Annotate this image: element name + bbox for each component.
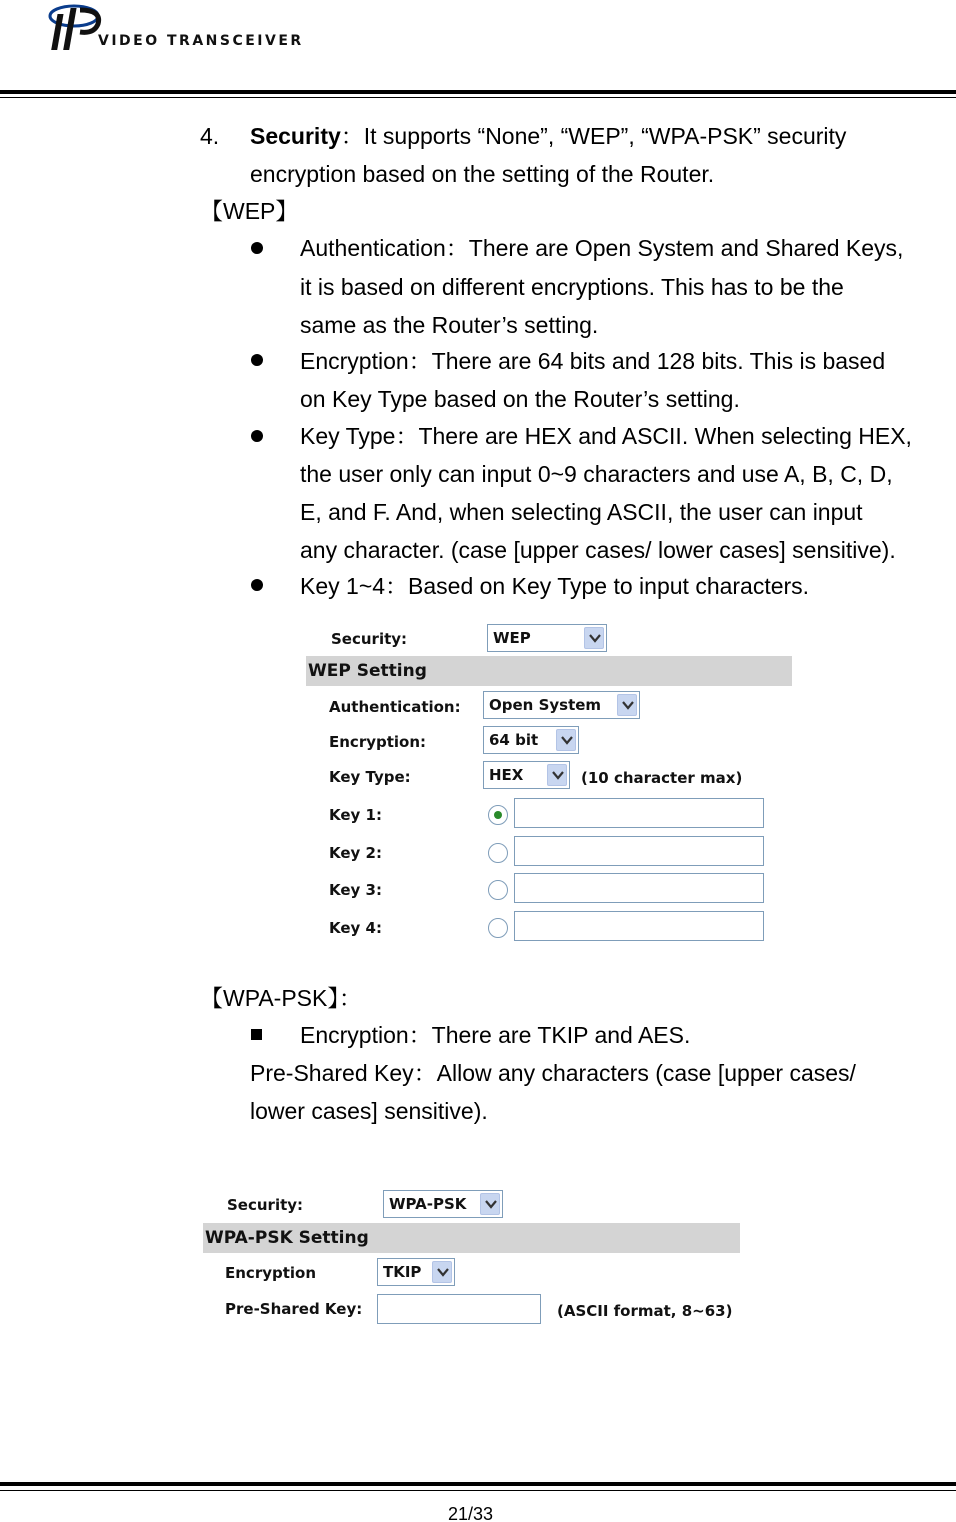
header-rule-thin: [0, 97, 956, 98]
item-title: [250, 122, 846, 150]
key-4-label: Key 4:: [329, 919, 382, 937]
chevron-down-icon[interactable]: [480, 1193, 500, 1215]
pre-shared-key-label: Pre-Shared Key:: [225, 1300, 363, 1318]
bullet-icon: [251, 242, 263, 254]
wpa-security-select[interactable]: [383, 1190, 503, 1218]
wpa-security-label: Security:: [227, 1196, 304, 1214]
item-number: 4.: [200, 123, 220, 149]
wpa-psk-line2: lower cases] sensitive).: [250, 1098, 488, 1124]
authentication-select-value: Open System: [489, 696, 602, 714]
wep-bullet-1-line-3: same as the Router’s setting.: [300, 312, 599, 338]
wep-bullet-1-line-1: Authentication：There are Open System and Shared Keys,: [300, 235, 904, 261]
footer-rule: [0, 1482, 956, 1486]
wep-bullet-4-line-1: Key 1~4：Based on Key Type to input characters.: [300, 573, 810, 599]
security-select[interactable]: [487, 624, 607, 652]
key-2-input[interactable]: [514, 836, 764, 866]
encryption-select[interactable]: [483, 726, 579, 754]
item-line1: It supports “None”, “WEP”, “WPA-PSK” security: [363, 123, 847, 149]
key-3-input[interactable]: [514, 873, 764, 903]
chevron-down-icon[interactable]: [584, 627, 604, 649]
wpa-encryption-label: Encryption: [225, 1264, 317, 1282]
key-type-select-value: HEX: [489, 766, 524, 784]
page-number: 21/33: [448, 1504, 494, 1522]
key-1-radio[interactable]: [488, 805, 508, 825]
wep-bullet-1-line-2: it is based on different encryptions. This has to be the: [300, 274, 844, 300]
bullet-icon: [251, 354, 263, 366]
chevron-down-icon[interactable]: [617, 694, 637, 716]
key-4-radio[interactable]: [488, 918, 508, 938]
item-line2: encryption based on the setting of the Router.: [250, 161, 715, 187]
wep-bullet-3-line-4: any character. (case [upper cases/ lower cases] sensitive).: [300, 537, 896, 563]
wep-setting-header: WEP Setting: [306, 656, 792, 686]
wpa-encryption-select-value: TKIP: [383, 1263, 422, 1281]
chevron-down-icon[interactable]: [547, 764, 567, 786]
wpa-psk-line1: Pre-Shared Key：Allow any characters (case [upper cases/: [250, 1060, 856, 1086]
key-3-radio[interactable]: [488, 880, 508, 900]
authentication-select[interactable]: [483, 691, 640, 719]
key-type-select[interactable]: [483, 761, 570, 789]
key-1-input[interactable]: [514, 798, 764, 828]
footer-rule-thin: [0, 1490, 956, 1491]
wep-bullet-3-line-2: the user only can input 0~9 characters and use A, B, C, D,: [300, 461, 893, 487]
wep-bullet-3-line-3: E, and F. And, when selecting ASCII, the user can input: [300, 499, 863, 525]
key-3-label: Key 3:: [329, 881, 382, 899]
chevron-down-icon[interactable]: [556, 729, 576, 751]
pre-shared-key-note: (ASCII format, 8~63): [557, 1302, 733, 1320]
wpa-heading: 【WPA-PSK】：: [200, 985, 362, 1011]
key-type-label: Key Type:: [329, 768, 411, 786]
wep-heading: 【WEP】: [200, 198, 299, 224]
authentication-label: Authentication:: [329, 698, 461, 716]
pre-shared-key-input[interactable]: [377, 1294, 541, 1324]
encryption-select-value: 64 bit: [489, 731, 539, 749]
logo-text: VIDEO TRANSCEIVER: [98, 33, 304, 49]
logo: [10, 0, 365, 88]
wpa-psk-settings-screenshot: [200, 1180, 740, 1372]
bullet-icon: [251, 579, 263, 591]
security-label: Security:: [331, 630, 408, 648]
chevron-down-icon[interactable]: [432, 1261, 452, 1283]
key-1-label: Key 1:: [329, 806, 382, 824]
security-select-value: WEP: [493, 629, 531, 647]
item-sep: ：: [340, 123, 364, 149]
key-2-radio[interactable]: [488, 843, 508, 863]
wpa-psk-setting-header: WPA-PSK Setting: [203, 1223, 740, 1253]
logo-ip-mark: [40, 0, 120, 60]
encryption-label: Encryption:: [329, 733, 427, 751]
wpa-bullet: Encryption：There are TKIP and AES.: [300, 1022, 691, 1048]
header-rule: [0, 90, 956, 94]
wpa-encryption-select[interactable]: [377, 1258, 455, 1286]
wep-settings-screenshot: [300, 620, 792, 960]
bullet-icon: [251, 430, 263, 442]
key-2-label: Key 2:: [329, 844, 382, 862]
item-title-text: Security: [250, 123, 341, 149]
bullet-square-icon: [251, 1029, 262, 1040]
wpa-security-select-value: WPA-PSK: [389, 1195, 467, 1213]
wep-bullet-2-line-1: Encryption：There are 64 bits and 128 bits. This is based: [300, 348, 886, 374]
wep-bullet-3-line-1: Key Type：There are HEX and ASCII. When selecting HEX,: [300, 423, 912, 449]
wep-bullet-2-line-2: on Key Type based on the Router’s setting.: [300, 386, 740, 412]
key-type-note: (10 character max): [581, 769, 743, 787]
key-4-input[interactable]: [514, 911, 764, 941]
